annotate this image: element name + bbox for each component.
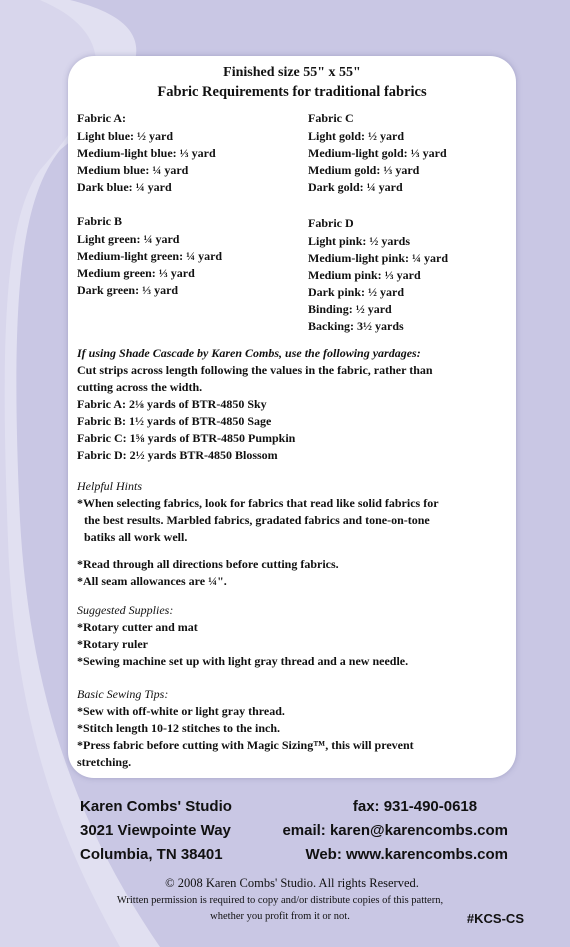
list-item: stretching. [77, 755, 132, 769]
fabric-d-list [308, 215, 448, 335]
list-item: Dark gold: ¼ yard [308, 180, 403, 194]
copyright-notice: © 2008 Karen Combs' Studio. All rights Reserved. [165, 876, 419, 890]
list-item: Medium-light green: ¼ yard [77, 249, 223, 263]
finished-size-title: Finished size 55" x 55" [223, 65, 361, 80]
list-item: Medium pink: ⅓ yard [308, 268, 421, 282]
helpful-hints-section [77, 478, 513, 546]
shade-cascade-note: cutting across the width. [77, 380, 203, 394]
list-item: Medium green: ⅓ yard [77, 266, 195, 280]
fabric-a-list [77, 110, 216, 196]
list-item: Medium blue: ¼ yard [77, 163, 189, 177]
list-item: Medium-light blue: ⅓ yard [77, 146, 216, 160]
hint-line: *When selecting fabrics, look for fabrics that read like solid fabrics for [77, 496, 439, 510]
list-item: Fabric C: 1⅝ yards of BTR-4850 Pumpkin [77, 431, 296, 445]
pattern-code: #KCS-CS [466, 911, 524, 926]
fabric-b-list [77, 213, 222, 299]
helpful-hints-more [77, 556, 513, 590]
fabric-c-heading: Fabric C [308, 111, 354, 125]
email-link[interactable]: email: karen@karencombs.com [282, 822, 508, 839]
sewing-tips-section [77, 686, 513, 771]
list-item: Fabric D: 2½ yards BTR-4850 Blossom [77, 448, 278, 462]
list-item: *Rotary cutter and mat [77, 620, 198, 634]
hint-line: *Read through all directions before cutting fabrics. [77, 557, 339, 571]
list-item: Medium-light gold: ⅓ yard [308, 146, 447, 160]
list-item: Backing: 3½ yards [308, 319, 404, 333]
list-item: Fabric B: 1½ yards of BTR-4850 Sage [77, 414, 272, 428]
shade-cascade-note: Cut strips across length following the values in the fabric, rather than [77, 363, 433, 377]
fabric-d-heading: Fabric D [308, 216, 354, 230]
hint-line: the best results. Marbled fabrics, gradated fabrics and tone-on-tone [84, 513, 430, 527]
hint-line: *All seam allowances are ¼". [77, 574, 227, 588]
list-item: *Press fabric before cutting with Magic Sizing™, this will prevent [77, 738, 414, 752]
list-item: Dark pink: ½ yard [308, 285, 405, 299]
street-address: 3021 Viewpointe Way [80, 822, 231, 839]
shade-cascade-intro: If using Shade Cascade by Karen Combs, use the following yardages: [77, 346, 421, 360]
studio-contact [282, 795, 508, 867]
fabric-a-heading: Fabric A: [77, 111, 126, 125]
supplies-heading: Suggested Supplies: [77, 603, 174, 617]
list-item: *Sew with off-white or light gray thread. [77, 704, 285, 718]
tips-heading: Basic Sewing Tips: [77, 687, 169, 701]
permission-notice [60, 893, 500, 925]
studio-name: Karen Combs' Studio [80, 798, 232, 815]
list-item: Light green: ¼ yard [77, 232, 180, 246]
helpful-hints-heading: Helpful Hints [77, 479, 142, 493]
suggested-supplies-section [77, 602, 513, 670]
fabric-b-heading: Fabric B [77, 214, 122, 228]
website-link[interactable]: Web: www.karencombs.com [305, 846, 508, 863]
list-item: Light gold: ½ yard [308, 129, 405, 143]
fax-number: fax: 931-490-0618 [352, 798, 478, 815]
city-address: Columbia, TN 38401 [80, 846, 223, 863]
studio-address [80, 795, 232, 867]
list-item: Light blue: ½ yard [77, 129, 174, 143]
list-item: Fabric A: 2⅛ yards of BTR-4850 Sky [77, 397, 267, 411]
fabric-requirements-title: Fabric Requirements for traditional fabrics [157, 84, 427, 100]
list-item: *Stitch length 10-12 stitches to the inch. [77, 721, 280, 735]
list-item: Light pink: ½ yards [308, 234, 411, 248]
list-item: Binding: ½ yard [308, 302, 392, 316]
list-item: *Sewing machine set up with light gray thread and a new needle. [77, 654, 409, 668]
fabric-c-list [308, 110, 447, 196]
hint-line: batiks all work well. [84, 530, 188, 544]
list-item: Medium-light pink: ¼ yard [308, 251, 449, 265]
list-item: Dark green: ⅓ yard [77, 283, 179, 297]
shade-cascade-section [77, 345, 513, 464]
list-item: Medium gold: ⅓ yard [308, 163, 420, 177]
permission-line: Written permission is required to copy and/or distribute copies of this pattern, [116, 895, 444, 906]
list-item: Dark blue: ¼ yard [77, 180, 172, 194]
permission-line: whether you profit from it or not. [210, 911, 350, 922]
list-item: *Rotary ruler [77, 637, 148, 651]
